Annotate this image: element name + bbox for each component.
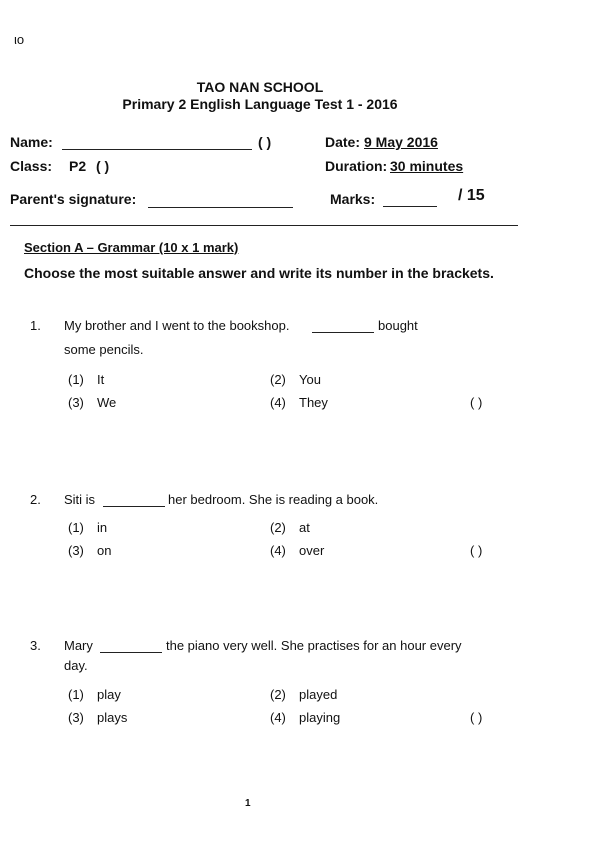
option-text: at: [299, 520, 310, 535]
parent-signature-label: Parent's signature:: [10, 191, 137, 207]
question-text-continued: bought: [378, 318, 418, 333]
option-text: You: [299, 372, 321, 387]
answer-blank: [312, 332, 374, 333]
name-label: Name:: [10, 134, 53, 150]
option-number: (2): [270, 372, 286, 387]
duration-value: 30 minutes: [390, 158, 464, 174]
option-text: on: [97, 543, 112, 558]
question-number: 3.: [30, 638, 41, 653]
option-text: plays: [97, 710, 128, 725]
question-text-continued: the piano very well. She practises for an hour every: [166, 638, 462, 653]
option-number: (3): [68, 710, 84, 725]
option-number: (4): [270, 710, 286, 725]
option-text: play: [97, 687, 121, 702]
answer-brackets[interactable]: ( ): [470, 543, 483, 558]
header-divider: [10, 225, 518, 226]
question-text: My brother and I went to the bookshop.: [64, 318, 290, 333]
class-brackets: ( ): [96, 158, 110, 174]
option-text: over: [299, 543, 325, 558]
section-title: Section A – Grammar (10 x 1 mark): [24, 240, 239, 255]
marks-total: / 15: [458, 187, 485, 204]
question-number: 1.: [30, 318, 41, 333]
question-text-line2: day.: [64, 658, 88, 673]
date-value: 9 May 2016: [364, 134, 438, 150]
index-brackets: ( ): [258, 134, 272, 150]
school-name: TAO NAN SCHOOL: [196, 79, 324, 95]
question-text: Mary: [64, 638, 93, 653]
option-text: They: [299, 395, 328, 410]
answer-brackets[interactable]: ( ): [470, 710, 483, 725]
option-text: in: [97, 520, 108, 535]
duration-label: Duration:: [325, 158, 388, 174]
test-title: Primary 2 English Language Test 1 - 2016: [122, 96, 398, 112]
question-text-line2: some pencils.: [64, 342, 144, 357]
class-label: Class:: [10, 158, 53, 174]
answer-blank: [100, 652, 162, 653]
question-text-continued: her bedroom. She is reading a book.: [168, 492, 379, 507]
option-number: (1): [68, 372, 84, 387]
option-number: (3): [68, 543, 84, 558]
answer-brackets[interactable]: ( ): [470, 395, 483, 410]
option-text: It: [97, 372, 105, 387]
marks-label: Marks:: [330, 191, 376, 207]
question-text: Siti is: [64, 492, 96, 507]
parent-signature-line[interactable]: [148, 207, 293, 208]
class-value: P2: [69, 158, 87, 174]
option-number: (3): [68, 395, 84, 410]
option-text: We: [97, 395, 117, 410]
marks-field-line[interactable]: [383, 206, 437, 207]
option-number: (2): [270, 687, 286, 702]
date-label: Date:: [325, 134, 361, 150]
page-number: 1: [245, 798, 251, 809]
option-number: (4): [270, 395, 286, 410]
option-number: (1): [68, 520, 84, 535]
option-text: played: [299, 687, 338, 702]
corner-mark: ιο: [14, 32, 25, 47]
option-number: (2): [270, 520, 286, 535]
question-number: 2.: [30, 492, 41, 507]
option-number: (1): [68, 687, 84, 702]
answer-blank: [103, 506, 165, 507]
option-text: playing: [299, 710, 341, 725]
option-number: (4): [270, 543, 286, 558]
name-field-line[interactable]: [62, 149, 252, 150]
section-instruction: Choose the most suitable answer and write its number in the brackets.: [24, 265, 494, 281]
